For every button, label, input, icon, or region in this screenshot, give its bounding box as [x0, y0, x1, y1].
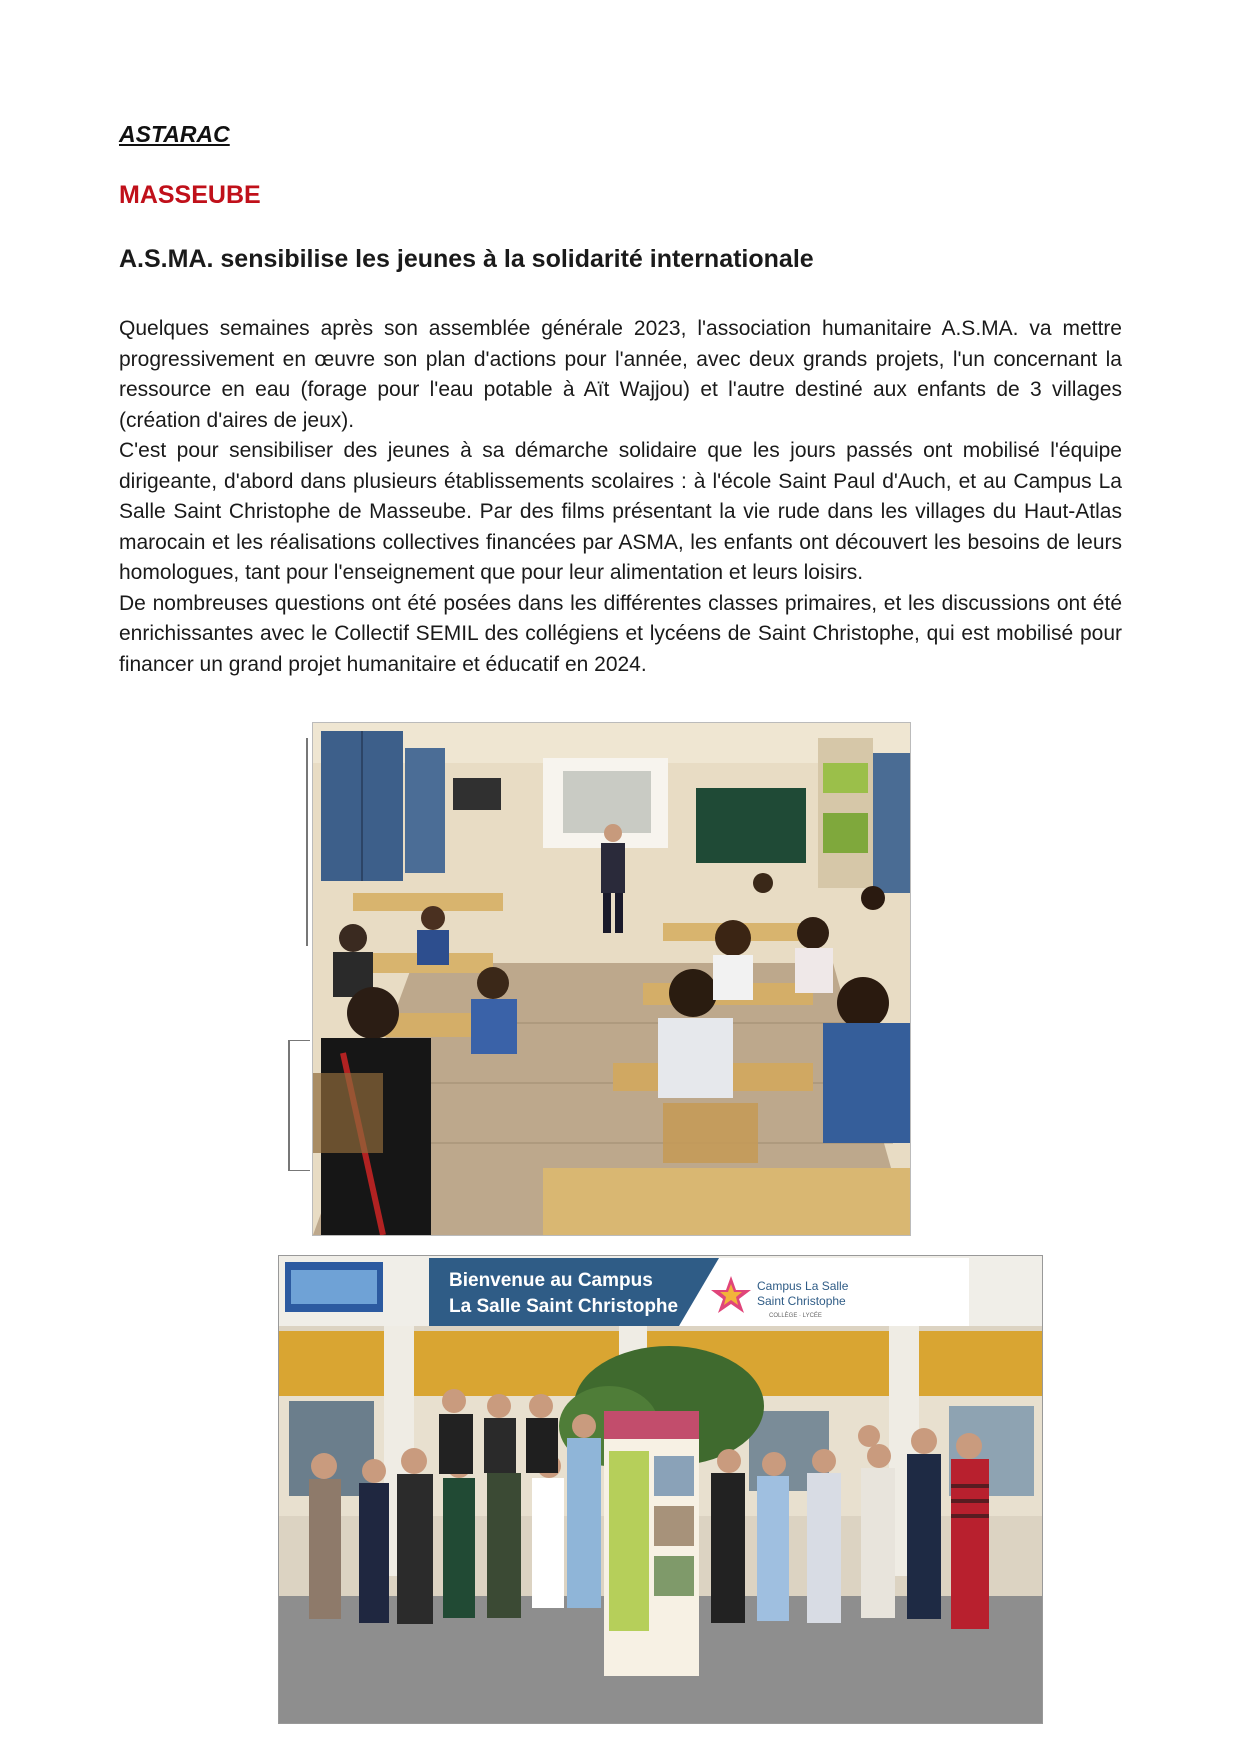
banner-text-line2: La Salle Saint Christophe [449, 1296, 679, 1317]
paragraph: Quelques semaines après son assemblée générale 2023, l'association humanitaire A.S.MA. va mettre progressivement en œuvre son plan d'actions pour l'année, avec deux grands projets, l'un concernant la ressource en eau (forage pour l'eau potable à Aït Wajjou) et l'autre destiné aux enfants de 3 villages (création d'aires de jeux). [119, 317, 1122, 432]
logo-text-line1: Campus La Salle [757, 1279, 849, 1293]
banner-text-line1: Bienvenue au Campus [449, 1270, 653, 1291]
region-heading: ASTARAC [119, 121, 230, 147]
frame-line [306, 738, 308, 946]
town-heading: MASSEUBE [119, 181, 261, 209]
logo-text-line3: COLLÈGE · LYCÉE [769, 1313, 822, 1319]
paragraph: De nombreuses questions ont été posées dans les différentes classes primaires, et les discussions ont été enrichissantes avec le Collectif SEMIL des collégiens et lycéens de Saint Christophe, qui est mobilisé pour financer un grand projet humanitaire et éducatif en 2024. [119, 591, 1122, 676]
classroom-photo [312, 722, 911, 1236]
article-headline: A.S.MA. sensibilise les jeunes à la solidarité internationale [119, 245, 814, 273]
campus-group-photo [278, 1255, 1043, 1724]
frame-line [288, 1040, 310, 1041]
paragraph: C'est pour sensibiliser des jeunes à sa démarche solidaire que les jours passés ont mobilisé l'équipe dirigeante, d'abord dans plusieurs établissements scolaires : à l'école Saint Paul d'Auch, et au Campus La Salle Saint Christophe de Masseube. Par des films présentant la vie rude dans les villages du Haut-Atlas marocain et les réalisations collectives financées par ASMA, les enfants ont découvert les besoins de leurs homologues, tant pour l'enseignement que pour leur alimentation et leurs loisirs. [119, 439, 1122, 584]
frame-line [288, 1170, 310, 1171]
frame-line [288, 1040, 290, 1170]
article-body [119, 314, 1122, 680]
logo-text-line2: Saint Christophe [757, 1294, 846, 1308]
